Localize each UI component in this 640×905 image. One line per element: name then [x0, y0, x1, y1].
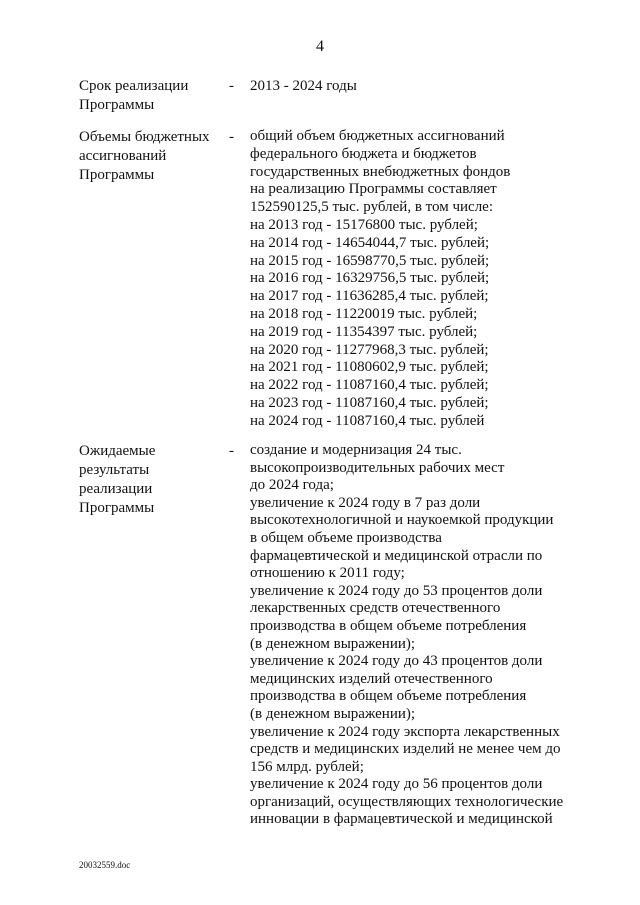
- value-line: 152590125,5 тыс. рублей, в том числе:: [250, 199, 494, 216]
- value-line: высокопроизводительных рабочих мест: [250, 459, 505, 476]
- document-filename: 20032559.doc: [79, 860, 131, 870]
- value-line: на 2020 год - 11277968,3 тыс. рублей;: [250, 341, 489, 358]
- value-line: производства в общем объеме потребления: [250, 617, 527, 634]
- value-line: (в денежном выражении);: [250, 705, 416, 722]
- value-line: общий объем бюджетных ассигнований: [250, 128, 505, 144]
- value-line: инновации в фармацевтической и медицинской: [250, 811, 553, 828]
- value-line: организаций, осуществляющих технологические: [250, 793, 564, 810]
- value-line: фармацевтической и медицинской отрасли по: [250, 547, 543, 564]
- row-value: [250, 442, 590, 829]
- label-line: Ожидаемые: [79, 443, 156, 459]
- row-label: [79, 442, 229, 518]
- value-line: на 2023 год - 11087160,4 тыс. рублей;: [250, 394, 489, 411]
- value-line: на реализацию Программы составляет: [250, 181, 497, 198]
- value-line: 2013 - 2024 годы: [250, 78, 357, 94]
- value-line: увеличение к 2024 году до 56 процентов доли: [250, 776, 543, 793]
- value-line: увеличение к 2024 году до 53 процентов доли: [250, 582, 543, 599]
- row-dash: -: [229, 129, 234, 145]
- value-line: увеличение к 2024 году экспорта лекарственных: [250, 723, 560, 740]
- row-dash: -: [229, 78, 234, 94]
- row-dash: -: [229, 443, 234, 459]
- value-line: на 2022 год - 11087160,4 тыс. рублей;: [250, 377, 489, 394]
- row-label: [79, 128, 229, 185]
- value-line: увеличение к 2024 году до 43 процентов доли: [250, 653, 543, 670]
- label-line: Программы: [79, 167, 155, 183]
- row-value: [250, 77, 590, 96]
- value-line: государственных внебюджетных фондов: [250, 163, 511, 180]
- label-line: Объемы бюджетных: [79, 129, 210, 145]
- value-line: на 2019 год - 11354397 тыс. рублей;: [250, 323, 478, 340]
- value-line: на 2018 год - 11220019 тыс. рублей;: [250, 305, 478, 322]
- value-line: производства в общем объеме потребления: [250, 688, 527, 705]
- value-line: на 2016 год - 16329756,5 тыс. рублей;: [250, 270, 490, 287]
- value-line: лекарственных средств отечественного: [250, 600, 501, 617]
- value-line: до 2024 года;: [250, 477, 334, 494]
- label-line: реализации: [79, 481, 153, 497]
- value-line: на 2017 год - 11636285,4 тыс. рублей;: [250, 288, 489, 305]
- value-line: на 2014 год - 14654044,7 тыс. рублей;: [250, 234, 490, 251]
- value-line: на 2013 год - 15176800 тыс. рублей;: [250, 216, 478, 233]
- row-label: [79, 77, 229, 115]
- value-line: (в денежном выражении);: [250, 635, 416, 652]
- value-line: увеличение к 2024 году в 7 раз доли: [250, 494, 481, 511]
- value-line: в общем объеме производства: [250, 529, 442, 546]
- label-line: Срок реализации: [79, 78, 189, 94]
- value-line: медицинских изделий отечественного: [250, 670, 493, 687]
- label-line: результаты: [79, 462, 150, 478]
- label-line: Программы: [79, 97, 155, 113]
- value-line: на 2024 год - 11087160,4 тыс. рублей: [250, 412, 485, 429]
- value-line: создание и модернизация 24 тыс.: [250, 442, 462, 458]
- label-line: Программы: [79, 500, 155, 516]
- value-line: на 2015 год - 16598770,5 тыс. рублей;: [250, 252, 490, 269]
- label-line: ассигнований: [79, 148, 167, 164]
- value-line: средств и медицинских изделий не менее чем до: [250, 741, 561, 758]
- value-line: 156 млрд. рублей;: [250, 758, 364, 775]
- value-line: федерального бюджета и бюджетов: [250, 145, 477, 162]
- row-value: [250, 128, 590, 431]
- page-number: 4: [316, 38, 324, 55]
- value-line: высокотехнологичной и наукоемкой продукции: [250, 512, 554, 529]
- value-line: отношению к 2011 году;: [250, 565, 405, 582]
- value-line: на 2021 год - 11080602,9 тыс. рублей;: [250, 359, 489, 376]
